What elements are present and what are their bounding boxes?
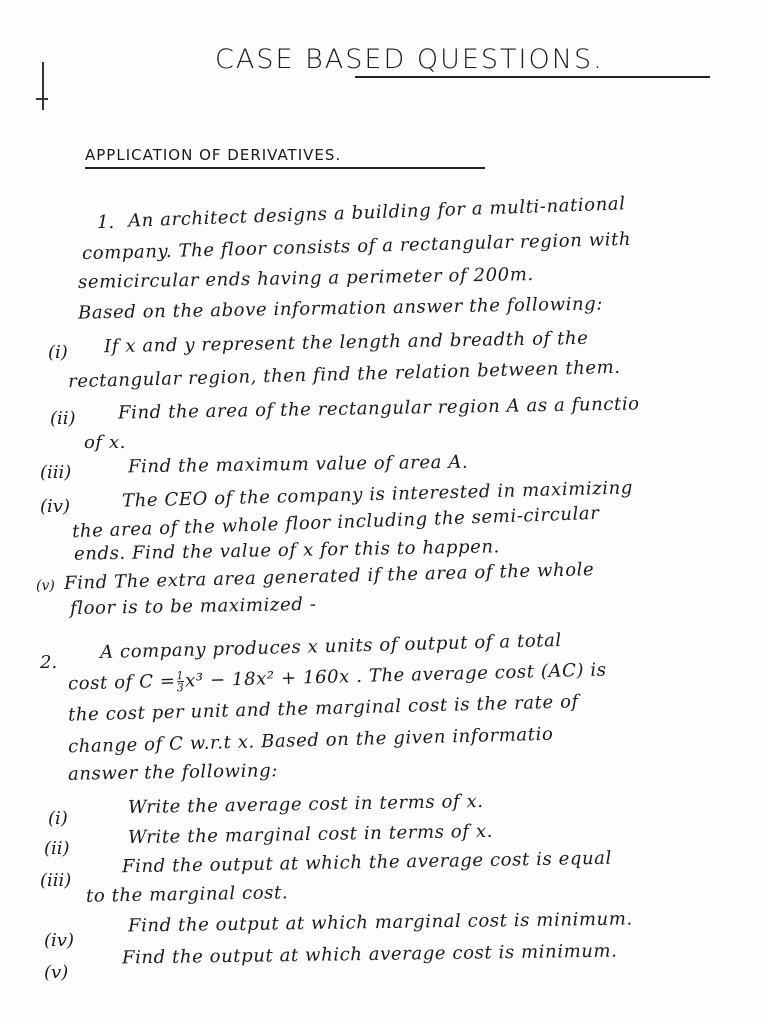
- q2-part-label: (v): [44, 962, 69, 983]
- q1-part-text: The CEO of the company is interested in maximizing: [121, 477, 634, 512]
- question-2-number: 2.: [40, 652, 58, 673]
- fraction-numerator: 1: [176, 669, 185, 683]
- q1-part-text: ends. Find the value of x for this to happen.: [73, 536, 501, 565]
- q2-part-text: Find the output at which marginal cost is minimum.: [127, 908, 633, 937]
- question-1-line: semicircular ends having a perimeter of 200m.: [77, 264, 534, 293]
- title-underline: [355, 76, 710, 78]
- question-2-line: A company produces x units of output of a total: [99, 629, 563, 664]
- q1-part-text: floor is to be maximized -: [69, 593, 317, 620]
- q2-part-text: Write the marginal cost in terms of x.: [127, 820, 494, 849]
- q1-part-label: (iv): [40, 496, 70, 517]
- question-1-number: 1.: [97, 212, 115, 233]
- q2-part-label: (i): [48, 808, 68, 829]
- q1-part-text: the area of the whole floor including the semi-circular: [71, 502, 600, 543]
- question-1-line: company. The floor consists of a rectangular region with: [81, 228, 632, 265]
- cost-lead-text: cost of C =: [67, 670, 176, 695]
- q2-part-label: (iii): [40, 870, 72, 891]
- q1-part-label: (i): [48, 342, 68, 363]
- question-1-line: An architect designs a building for a multi-national: [127, 193, 626, 232]
- q2-part-text: Find the output at which the average cost is equal: [121, 847, 613, 878]
- fraction-denominator: 3: [176, 681, 185, 695]
- q1-part-text: Find the area of the rectangular region A as a functio: [117, 393, 640, 424]
- question-2-line: change of C w.r.t x. Based on the given informatio: [67, 723, 554, 758]
- cost-fraction: [176, 670, 184, 693]
- q2-part-text: Find the output at which average cost is minimum.: [121, 940, 618, 969]
- question-2-line: answer the following:: [67, 760, 279, 785]
- q1-part-text: rectangular region, then find the relation between them.: [67, 356, 621, 393]
- q1-part-label: (iii): [40, 462, 72, 483]
- margin-mark: [42, 62, 44, 110]
- q1-part-text: of x.: [84, 432, 127, 453]
- q1-part-text: Find the maximum value of area A.: [127, 451, 469, 478]
- margin-dash: [36, 98, 48, 100]
- q2-part-label: (ii): [44, 838, 70, 859]
- q1-part-label: (v): [36, 578, 55, 594]
- section-subtitle: APPLICATION OF DERIVATIVES.: [85, 146, 342, 164]
- q1-part-label: (ii): [50, 408, 76, 429]
- question-1-line: Based on the above information answer the following:: [77, 293, 604, 324]
- q1-part-text: Find The extra area generated if the area of the whole: [63, 559, 595, 594]
- question-2-cost-line: [68, 659, 607, 696]
- question-2-line: the cost per unit and the marginal cost is the rate of: [67, 691, 580, 726]
- subtitle-underline: [85, 167, 485, 169]
- q2-part-text: to the marginal cost.: [85, 882, 289, 907]
- cost-tail-text: x³ − 18x² + 160x . The average cost (AC) is: [184, 659, 607, 692]
- q1-part-text: If x and y represent the length and breadth of the: [103, 327, 589, 358]
- q2-part-label: (iv): [44, 930, 74, 951]
- q2-part-text: Write the average cost in terms of x.: [127, 790, 484, 819]
- page-title: CASE BASED QUESTIONS.: [215, 44, 604, 75]
